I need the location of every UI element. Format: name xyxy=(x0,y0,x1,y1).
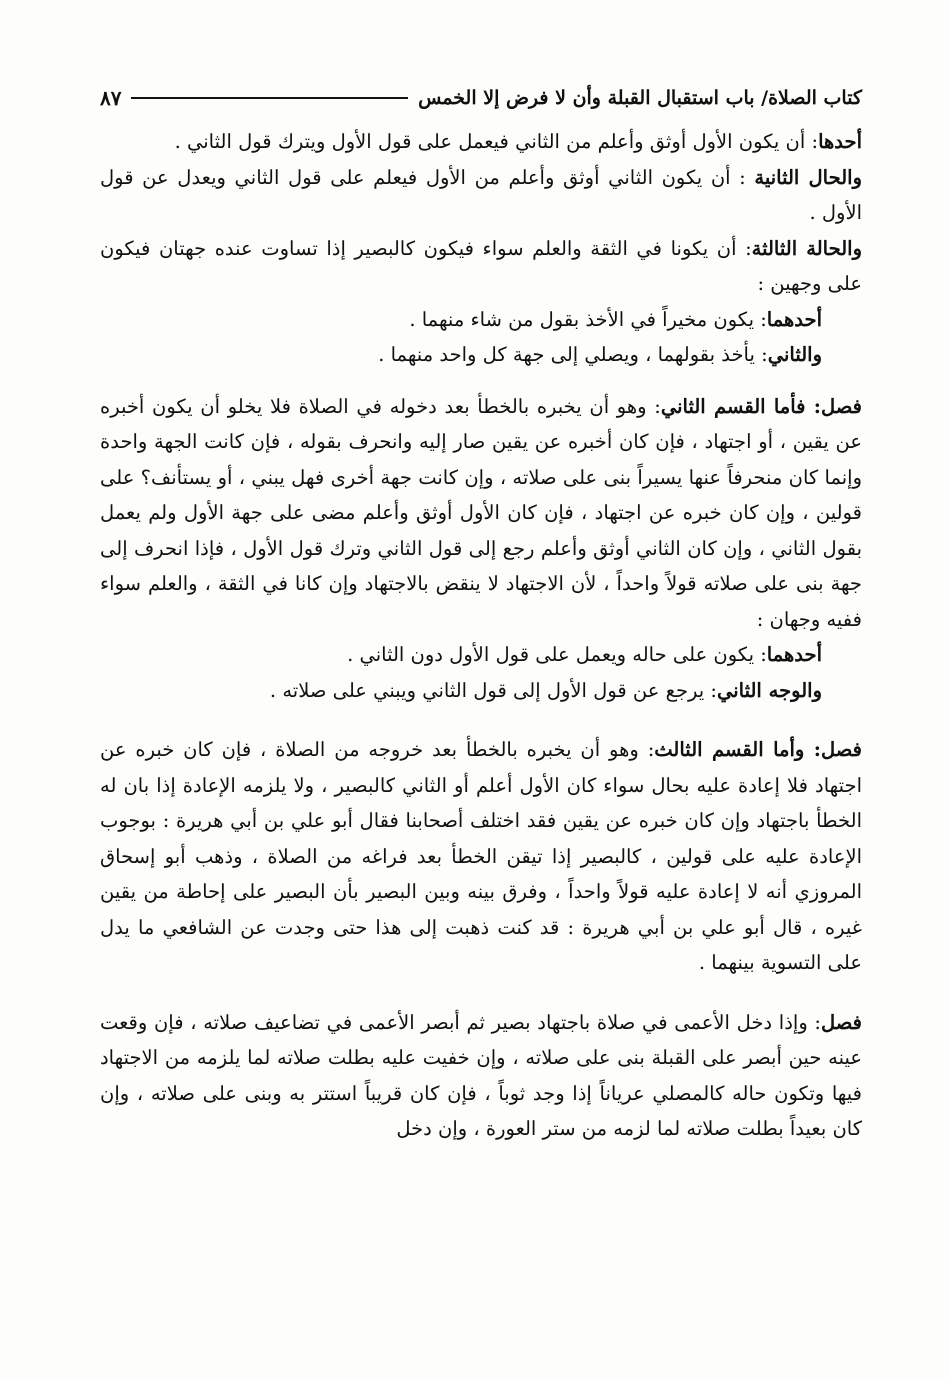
paragraph-lead: فصل: وأما القسم الثالث xyxy=(654,738,862,761)
paragraph-section-three xyxy=(100,732,862,981)
paragraph-text: : وإذا دخل الأعمى في صلاة باجتهاد بصير ثم أبصر الأعمى في تضاعيف صلاته ، فإن وقعت عينه حين أبصر على القبلة بنى على صلاته ، وإن خفيت عليه بطلت صلاته لما يلزمه من الاجتهاد فيها وتكون حاله كالمصلي عرياناً إذا وجد ثوباً ، فإن كان قريباً استتر به وبنى على صلاته ، وإن كان بعيداً بطلت صلاته لما لزمه من ستر العورة ، وإن دخل xyxy=(100,1010,862,1140)
paragraph-lead: والثاني xyxy=(767,343,822,366)
paragraph-view-two xyxy=(100,673,862,709)
paragraph-text: : يرجع عن قول الأول إلى قول الثاني ويبني على صلاته . xyxy=(269,678,717,702)
paragraph-text: : أن يكون الأول أوثق وأعلم من الثاني فيعمل على قول الأول ويترك قول الثاني . xyxy=(174,130,819,153)
paragraph-lead: والحالة الثالثة xyxy=(751,236,862,260)
paragraph-text: : أن يكونا في الثقة والعلم سواء فيكون كالبصير إذا تساوت عنده جهتان فيكون على وجهين : xyxy=(100,236,862,295)
paragraph-view-one xyxy=(100,637,862,673)
paragraph-case-two xyxy=(100,160,862,231)
paragraph-section-two xyxy=(100,389,862,638)
paragraph-lead: أحدها xyxy=(818,130,862,153)
paragraph-text: : يكون على حاله ويعمل على قول الأول دون الثاني . xyxy=(347,643,767,666)
paragraph-lead: والوجه الثاني xyxy=(716,678,822,702)
paragraph-option-one xyxy=(100,302,862,338)
paragraph-case-one xyxy=(100,124,862,160)
paragraph-text: : وهو أن يخبره بالخطأ بعد خروجه من الصلاة ، فإن كان خبره عن اجتهاد فلا إعادة عليه بحال سواء كان الأول أعلم أو الثاني كالبصير ، ولا يلزمه الإعادة إذا بان له الخطأ باجتهاد وإن كان خبره عن يقين فقد اختلف أصحابنا فقال أبو علي بن أبي هريرة : بوجوب الإعادة عليه على قولين ، كالبصير إذا تيقن الخطأ بعد فراغه من الصلاة ، وذهب أبو إسحاق المروزي أنه لا إعادة عليه قولاً واحداً ، وفرق بينه وبين البصير بأن البصير على إحاطة من يقين غيره ، قال أبو علي بن أبي هريرة : قد كنت ذهبت إلى هذا حتى وجدت عن الشافعي ما يدل على التسوية بينهما . xyxy=(100,738,862,974)
paragraph-lead: فصل: فأما القسم الثاني xyxy=(660,394,862,418)
paragraph-text: : وهو أن يخبره بالخطأ بعد دخوله في الصلاة فلا يخلو أن يكون أخبره عن يقين ، أو اجتهاد ، فإن كان أخبره عن يقين صار إليه وانحرف بقوله ، فإن كانت الجهة واحدة وإنما كان منحرفاً عنها يسيراً بنى على صلاته ، وإن كانت جهة أخرى فهل يبني ، أو يستأنف؟ على قولين ، وإن كان خبره عن اجتهاد ، فإن كان الأول أوثق وأعلم مضى على جهة الأول ولم يعمل بقول الثاني ، وإن كان الثاني أوثق وأعلم رجع إلى قول الثاني وترك قول الأول ، فإذا انحرف إلى جهة بنى على صلاته قولاً واحداً ، لأن الاجتهاد لا ينقض بالاجتهاد وإن كانا في الثقة ، والعلم سواء ففيه وجهان : xyxy=(100,394,862,631)
paragraph-lead: والحال الثانية xyxy=(754,165,862,189)
paragraph-option-two xyxy=(100,337,862,373)
paragraph-case-three xyxy=(100,231,862,302)
header-title: كتاب الصلاة/ باب استقبال القبلة وأن لا فرض إلا الخمس xyxy=(418,87,862,109)
paragraph-lead: فصل xyxy=(821,1010,862,1034)
paragraph-text: : أن يكون الثاني أوثق وأعلم من الأول فيعلم على قول الثاني ويعدل عن قول الأول . xyxy=(100,165,862,224)
paragraph-text: : يكون مخيراً في الأخذ بقول من شاء منهما . xyxy=(409,307,767,331)
running-header xyxy=(100,78,862,118)
paragraph-section-blind xyxy=(100,1005,862,1147)
paragraph-lead: أحدهما xyxy=(766,643,822,666)
paragraph-text: : يأخذ بقولهما ، ويصلي إلى جهة كل واحد منهما . xyxy=(378,343,768,366)
page-number: ٨٧ xyxy=(100,86,122,110)
header-rule xyxy=(131,97,408,99)
paragraph-lead: أحدهما xyxy=(766,307,822,331)
